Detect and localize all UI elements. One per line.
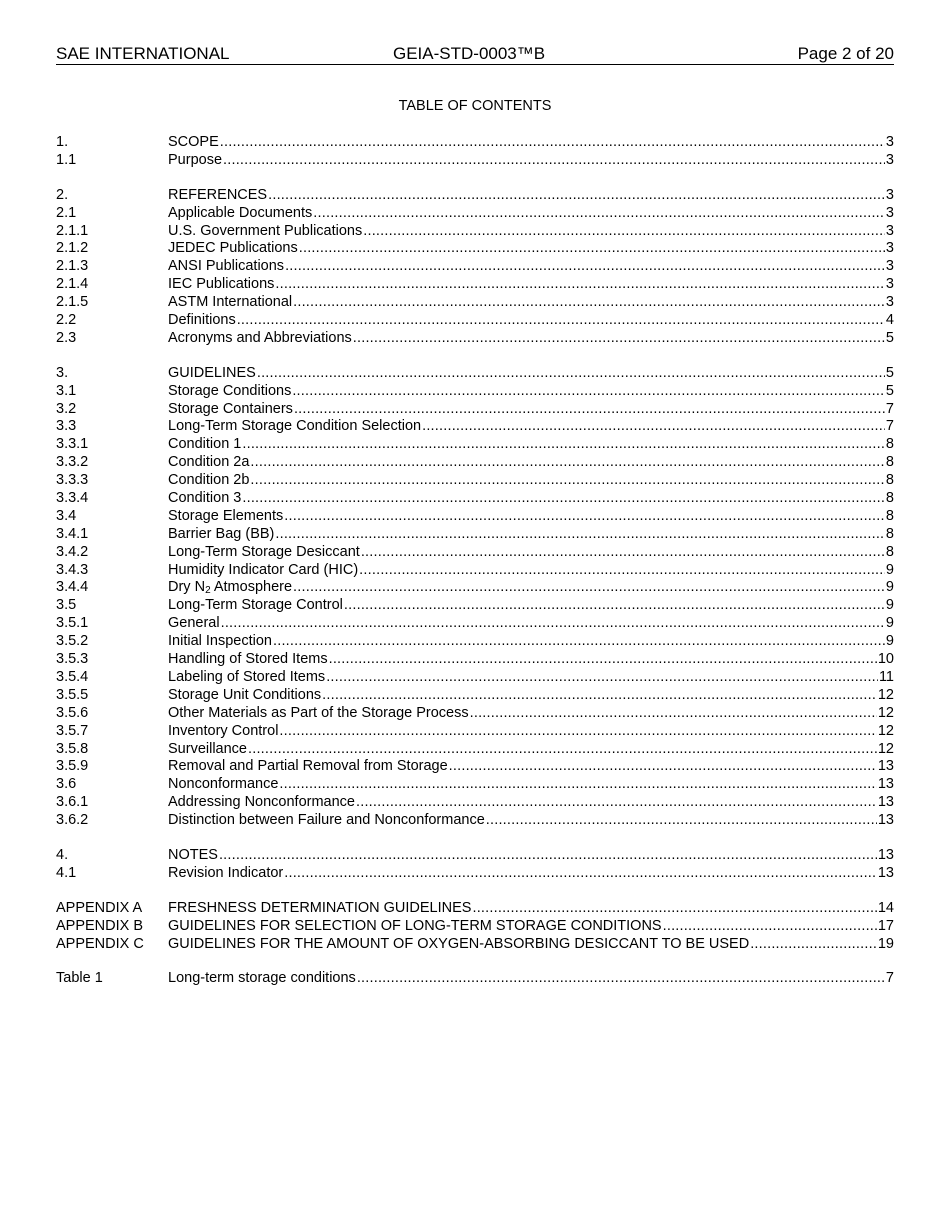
toc-entry[interactable]: [56, 615, 894, 633]
toc-entry[interactable]: [56, 472, 894, 490]
toc-dot-leader: [273, 633, 885, 651]
toc-entry-title: Purpose: [168, 151, 223, 168]
toc-entry[interactable]: [56, 794, 894, 812]
toc-dot-leader: [248, 741, 877, 759]
toc-entry-title: General: [168, 615, 220, 632]
toc-entry-page-number: 14: [877, 899, 894, 916]
toc-entry[interactable]: [56, 544, 894, 562]
toc-dot-leader: [326, 669, 878, 687]
toc-entry[interactable]: [56, 312, 894, 330]
toc-entry-title: Humidity Indicator Card (HIC): [168, 561, 359, 578]
toc-entry-page-number: 19: [877, 935, 894, 952]
toc-entry-title: U.S. Government Publications: [168, 222, 363, 239]
toc-dot-leader: [663, 918, 877, 936]
table-of-contents: [56, 134, 894, 988]
toc-entry-page-number: 8: [885, 490, 894, 507]
toc-entry-title: GUIDELINES FOR SELECTION OF LONG-TERM STORAGE CONDITIONS: [168, 917, 662, 934]
toc-entry[interactable]: [56, 970, 894, 988]
toc-entry-page-number: 8: [885, 543, 894, 560]
toc-heading: TABLE OF CONTENTS: [398, 98, 552, 114]
toc-entry-title-subscript: 2: [205, 585, 211, 597]
toc-entry-title: Nonconformance: [168, 776, 279, 793]
toc-entry-number: 3.4.2: [56, 543, 89, 560]
toc-entry-number: 3.5.1: [56, 615, 89, 632]
toc-entry[interactable]: [56, 365, 894, 383]
toc-dot-leader: [299, 240, 885, 258]
toc-entry[interactable]: [56, 918, 894, 936]
toc-entry-title: Revision Indicator: [168, 864, 284, 881]
toc-entry-page-number: 3: [885, 151, 894, 168]
toc-entry[interactable]: [56, 418, 894, 436]
toc-entry-number: 2.1: [56, 204, 77, 221]
toc-entry-number: 2.1.4: [56, 276, 89, 293]
toc-entry-title: Condition 3: [168, 490, 242, 507]
toc-entry-page-number: 4: [885, 312, 894, 329]
toc-entry-page-number: 3: [885, 294, 894, 311]
toc-entry-page-number: 13: [877, 794, 894, 811]
toc-entry-page-number: 13: [877, 758, 894, 775]
toc-entry[interactable]: [56, 723, 894, 741]
toc-entry[interactable]: [56, 579, 894, 597]
toc-entry-title: Distinction between Failure and Nonconformance: [168, 812, 485, 829]
toc-dot-leader: [322, 687, 877, 705]
toc-entry[interactable]: [56, 383, 894, 401]
toc-entry-title: Other Materials as Part of the Storage Process: [168, 704, 469, 721]
toc-entry[interactable]: [56, 276, 894, 294]
toc-dot-leader: [292, 383, 885, 401]
toc-entry-number: 3.5.9: [56, 758, 89, 775]
toc-entry[interactable]: [56, 776, 894, 794]
toc-entry-number: 3.5.5: [56, 686, 89, 703]
toc-dot-leader: [279, 776, 876, 794]
toc-entry-page-number: 5: [885, 329, 894, 346]
toc-entry-number: 3.4: [56, 507, 77, 524]
toc-entry-number: 1.1: [56, 151, 77, 168]
toc-entry[interactable]: [56, 258, 894, 276]
toc-entry[interactable]: [56, 508, 894, 526]
toc-entry-title-text: Dry N: [168, 579, 206, 596]
page-indicator: Page 2 of 20: [797, 44, 894, 63]
toc-entry-title: Long-Term Storage Condition Selection: [168, 418, 422, 435]
toc-entry-title: Labeling of Stored Items: [168, 668, 326, 685]
toc-entry-title: Acronyms and Abbreviations: [168, 329, 352, 346]
toc-entry-page-number: 9: [885, 633, 894, 650]
toc-entry-number: 3.4.4: [56, 579, 89, 596]
toc-entry-page-number: 3: [885, 186, 894, 203]
toc-entry-number: 2.: [56, 186, 69, 203]
toc-entry-page-number: 17: [877, 917, 894, 934]
toc-entry-page-number: 3: [885, 240, 894, 257]
toc-entry-number: 3.3.4: [56, 490, 89, 507]
toc-entry-number: 3.5.4: [56, 668, 89, 685]
toc-entry-number: 3.3: [56, 418, 77, 435]
toc-dot-leader: [294, 401, 885, 419]
toc-entry-title: Applicable Documents: [168, 204, 313, 221]
toc-dot-leader: [285, 258, 885, 276]
toc-entry-page-number: 13: [877, 846, 894, 863]
toc-dot-leader: [284, 865, 877, 883]
toc-entry-title: Addressing Nonconformance: [168, 794, 355, 811]
toc-entry[interactable]: [56, 454, 894, 472]
toc-entry[interactable]: [56, 651, 894, 669]
toc-entry[interactable]: [56, 294, 894, 312]
toc-entry-title-text: Atmosphere: [210, 579, 293, 596]
page-header: [56, 44, 894, 65]
toc-entry-number: 3.2: [56, 400, 77, 417]
toc-entry-number: 2.2: [56, 312, 77, 329]
toc-dot-leader: [275, 526, 885, 544]
toc-section-group: [56, 900, 894, 954]
toc-entry-page-number: 12: [877, 704, 894, 721]
toc-entry-number: 3.3.2: [56, 454, 89, 471]
toc-entry-number: 3.5.3: [56, 651, 89, 668]
toc-entry[interactable]: [56, 526, 894, 544]
toc-entry-number: 3.5.2: [56, 633, 89, 650]
toc-entry-page-number: 12: [877, 686, 894, 703]
toc-entry-page-number: 8: [885, 436, 894, 453]
toc-entry-number: 2.1.3: [56, 258, 89, 275]
toc-entry-number: 3.5: [56, 597, 77, 614]
toc-entry-page-number: 8: [885, 507, 894, 524]
toc-dot-leader: [268, 187, 885, 205]
toc-entry[interactable]: [56, 562, 894, 580]
toc-entry-page-number: 12: [877, 740, 894, 757]
toc-entry-title: ASTM International: [168, 294, 293, 311]
toc-entry-number: 4.: [56, 846, 69, 863]
toc-dot-leader: [361, 544, 885, 562]
organization-name: SAE INTERNATIONAL: [56, 44, 230, 63]
toc-entry-page-number: 9: [885, 597, 894, 614]
toc-dot-leader: [359, 562, 885, 580]
toc-entry-title: SCOPE: [168, 134, 219, 150]
toc-entry-title: JEDEC Publications: [168, 240, 298, 257]
toc-entry[interactable]: [56, 436, 894, 454]
toc-entry[interactable]: [56, 741, 894, 759]
toc-entry-number: 3.5.7: [56, 722, 89, 739]
toc-entry-number: 3.5.8: [56, 740, 89, 757]
toc-entry-page-number: 8: [885, 525, 894, 542]
toc-entry-title: GUIDELINES FOR THE AMOUNT OF OXYGEN-ABSORBING DESICCANT TO BE USED: [168, 935, 750, 952]
toc-entry[interactable]: [56, 134, 894, 152]
toc-dot-leader: [293, 579, 885, 597]
toc-dot-leader: [242, 490, 885, 508]
toc-dot-leader: [250, 454, 885, 472]
toc-section-group: [56, 847, 894, 883]
toc-dot-leader: [284, 508, 885, 526]
toc-entry[interactable]: [56, 401, 894, 419]
toc-entry-number: 3.3.3: [56, 472, 89, 489]
toc-entry-title: ANSI Publications: [168, 258, 285, 275]
toc-dot-leader: [219, 847, 877, 865]
toc-entry[interactable]: [56, 205, 894, 223]
toc-section-group: [56, 365, 894, 830]
toc-entry-number: 2.1.2: [56, 240, 89, 257]
toc-entry-page-number: 3: [885, 258, 894, 275]
toc-entry[interactable]: [56, 705, 894, 723]
toc-entry-number: 3.6: [56, 776, 77, 793]
toc-dot-leader: [470, 705, 877, 723]
toc-entry-title: IEC Publications: [168, 276, 275, 293]
toc-dot-leader: [293, 294, 885, 312]
toc-dot-leader: [422, 418, 885, 436]
toc-entry[interactable]: [56, 490, 894, 508]
toc-entry-page-number: 7: [885, 400, 894, 417]
toc-section-group: [56, 134, 894, 170]
toc-entry-number: 3.5.6: [56, 704, 89, 721]
toc-entry[interactable]: [56, 847, 894, 865]
toc-entry-page-number: 3: [885, 222, 894, 239]
toc-entry-title: NOTES: [168, 846, 218, 863]
toc-entry-page-number: 5: [885, 382, 894, 399]
toc-entry[interactable]: [56, 633, 894, 651]
toc-entry[interactable]: [56, 936, 894, 954]
toc-dot-leader: [313, 205, 885, 223]
toc-dot-leader: [257, 365, 885, 383]
toc-dot-leader: [223, 152, 885, 170]
toc-dot-leader: [275, 276, 885, 294]
toc-entry-title: Removal and Partial Removal from Storage: [168, 758, 448, 775]
toc-dot-leader: [344, 597, 885, 615]
toc-dot-leader: [449, 758, 877, 776]
toc-entry-number: 3.3.1: [56, 436, 89, 453]
toc-entry[interactable]: [56, 187, 894, 205]
toc-entry-title: Barrier Bag (BB): [168, 525, 275, 542]
toc-entry-title: [168, 579, 292, 597]
toc-entry-page-number: 9: [885, 615, 894, 632]
toc-entry-number: 3.1: [56, 382, 77, 399]
toc-section-group: [56, 187, 894, 348]
toc-dot-leader: [329, 651, 877, 669]
toc-entry-number: APPENDIX C: [56, 935, 144, 952]
toc-dot-leader: [237, 312, 885, 330]
toc-entry[interactable]: [56, 900, 894, 918]
toc-entry-number: 4.1: [56, 864, 77, 881]
toc-entry[interactable]: [56, 223, 894, 241]
toc-entry-number: 2.1.1: [56, 222, 89, 239]
toc-section-group: [56, 970, 894, 988]
toc-entry-title: Long-Term Storage Control: [168, 597, 343, 614]
toc-entry-number: APPENDIX B: [56, 917, 144, 934]
toc-entry-page-number: 12: [877, 722, 894, 739]
toc-entry-title: Storage Conditions: [168, 382, 292, 399]
toc-dot-leader: [357, 970, 885, 988]
toc-entry-page-number: 7: [885, 418, 894, 435]
toc-entry-title: Initial Inspection: [168, 633, 272, 650]
toc-entry-title: Long-term storage conditions: [168, 970, 356, 987]
toc-entry-page-number: 3: [885, 204, 894, 221]
toc-entry-page-number: 13: [877, 776, 894, 793]
toc-entry-number: 2.3: [56, 329, 77, 346]
toc-entry-title: REFERENCES: [168, 186, 268, 203]
toc-entry-page-number: 10: [877, 651, 894, 668]
toc-entry[interactable]: [56, 669, 894, 687]
toc-entry-title: Handling of Stored Items: [168, 651, 328, 668]
toc-entry-number: 3.4.1: [56, 525, 89, 542]
toc-dot-leader: [363, 223, 885, 241]
toc-entry[interactable]: [56, 865, 894, 883]
toc-entry-title: Storage Unit Conditions: [168, 686, 322, 703]
toc-entry-title: Storage Containers: [168, 400, 293, 417]
toc-entry-page-number: 7: [885, 970, 894, 987]
toc-entry-title: FRESHNESS DETERMINATION GUIDELINES: [168, 899, 472, 916]
toc-entry[interactable]: [56, 330, 894, 348]
toc-dot-leader: [750, 936, 877, 954]
toc-entry-page-number: 3: [885, 134, 894, 150]
toc-entry[interactable]: [56, 152, 894, 170]
toc-dot-leader: [242, 436, 885, 454]
toc-dot-leader: [220, 134, 885, 152]
toc-entry-page-number: 9: [885, 561, 894, 578]
toc-dot-leader: [486, 812, 877, 830]
toc-entry-number: 1.: [56, 134, 69, 150]
toc-entry-title: Long-Term Storage Desiccant: [168, 543, 360, 560]
toc-entry-title: Inventory Control: [168, 722, 279, 739]
toc-entry-page-number: 8: [885, 454, 894, 471]
toc-entry-title: Definitions: [168, 312, 236, 329]
toc-entry-number: Table 1: [56, 970, 103, 987]
toc-entry[interactable]: [56, 812, 894, 830]
toc-entry-page-number: 11: [878, 668, 894, 685]
toc-entry-title: Condition 1: [168, 436, 242, 453]
toc-entry-number: APPENDIX A: [56, 899, 143, 916]
toc-dot-leader: [221, 615, 885, 633]
toc-entry-page-number: 13: [877, 864, 894, 881]
toc-entry-title: Condition 2a: [168, 454, 250, 471]
toc-entry-number: 3.: [56, 364, 69, 381]
toc-entry-title: Storage Elements: [168, 507, 284, 524]
toc-dot-leader: [472, 900, 876, 918]
toc-entry[interactable]: [56, 597, 894, 615]
toc-entry[interactable]: [56, 687, 894, 705]
toc-entry-page-number: 8: [885, 472, 894, 489]
toc-dot-leader: [279, 723, 876, 741]
toc-entry-page-number: 5: [885, 364, 894, 381]
document-id: GEIA-STD-0003™B: [393, 44, 546, 63]
toc-entry[interactable]: [56, 758, 894, 776]
toc-entry-number: 3.6.2: [56, 812, 89, 829]
toc-entry-page-number: 9: [885, 579, 894, 596]
toc-entry-number: 3.4.3: [56, 561, 89, 578]
toc-entry-number: 3.6.1: [56, 794, 89, 811]
toc-dot-leader: [356, 794, 877, 812]
toc-entry[interactable]: [56, 240, 894, 258]
toc-entry-title: Surveillance: [168, 740, 247, 757]
toc-entry-title: GUIDELINES: [168, 364, 256, 381]
toc-entry-page-number: 3: [885, 276, 894, 293]
toc-entry-page-number: 13: [877, 812, 894, 829]
toc-dot-leader: [250, 472, 885, 490]
toc-entry-title: Condition 2b: [168, 472, 250, 489]
toc-entry-number: 2.1.5: [56, 294, 89, 311]
toc-dot-leader: [353, 330, 885, 348]
